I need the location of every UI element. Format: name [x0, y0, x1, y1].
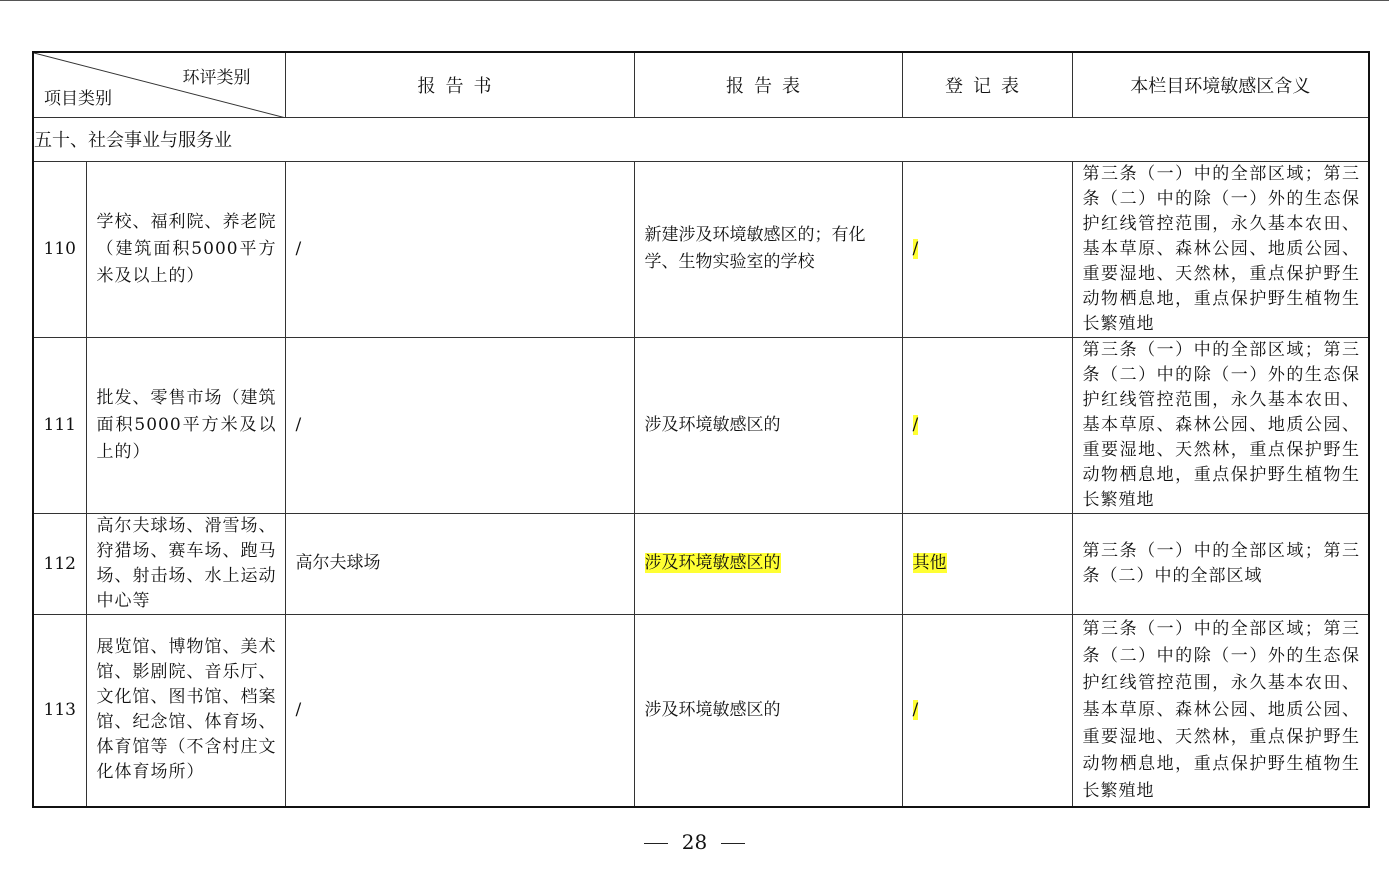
page-number-value: 28	[681, 830, 708, 854]
highlighted-text: /	[912, 414, 919, 435]
header-sensitive-area-meaning: 本栏目环境敏感区含义	[1072, 52, 1369, 117]
corner-header-cell	[33, 52, 285, 117]
sensitive-area-meaning: 第三条（一）中的全部区域；第三条（二）中的除（一）外的生态保护红线管控范围，永久基本农田、基本草原、森林公园、地质公园、重要湿地、天然林，重点保护野生动物栖息地，重点保护野生植物生长繁殖地	[1072, 337, 1369, 513]
corner-label-eia-category: 环评类别	[182, 68, 251, 88]
sensitive-area-meaning: 第三条（一）中的全部区域；第三条（二）中的除（一）外的生态保护红线管控范围，永久基本农田、基本草原、森林公园、地质公园、重要湿地、天然林，重点保护野生动物栖息地，重点保护野生植物生长繁殖地	[1072, 161, 1369, 337]
report-book-cell: /	[285, 161, 634, 337]
highlighted-text: /	[912, 699, 919, 720]
row-number: 110	[33, 161, 86, 337]
report-form-cell: 涉及环境敏感区的	[634, 337, 902, 513]
header-report-form: 报告表	[634, 52, 902, 117]
sensitive-area-meaning: 第三条（一）中的全部区域；第三条（二）中的全部区域	[1072, 513, 1369, 614]
project-category: 批发、零售市场（建筑面积5000平方米及以上的）	[86, 337, 285, 513]
page-dash-left	[644, 843, 668, 844]
section-row	[33, 117, 1369, 161]
report-book-cell: /	[285, 337, 634, 513]
header-register-form: 登记表	[902, 52, 1072, 117]
table-row	[33, 614, 1369, 807]
table-row	[33, 161, 1369, 337]
corner-label-project-category: 项目类别	[44, 88, 112, 109]
header-report-book: 报告书	[285, 52, 634, 117]
top-rule	[0, 0, 1389, 1]
table-row	[33, 513, 1369, 614]
register-cell	[902, 513, 1072, 614]
project-category: 高尔夫球场、滑雪场、狩猎场、赛车场、跑马场、射击场、水上运动中心等	[86, 513, 285, 614]
report-form-cell	[634, 513, 902, 614]
row-number: 111	[33, 337, 86, 513]
highlighted-text: 其他	[912, 553, 947, 573]
report-book-cell: /	[285, 614, 634, 807]
report-form-cell: 涉及环境敏感区的	[634, 614, 902, 807]
sensitive-area-meaning: 第三条（一）中的全部区域；第三条（二）中的除（一）外的生态保护红线管控范围，永久基本农田、基本草原、森林公园、地质公园、重要湿地、天然林，重点保护野生动物栖息地，重点保护野生植物生长繁殖地	[1072, 614, 1369, 807]
register-cell	[902, 337, 1072, 513]
header-row	[33, 52, 1369, 117]
section-title: 五十、社会事业与服务业	[33, 117, 1369, 161]
page-dash-right	[721, 843, 745, 844]
page-number	[0, 830, 1389, 854]
row-number: 112	[33, 513, 86, 614]
row-number: 113	[33, 614, 86, 807]
table-row	[33, 337, 1369, 513]
report-form-cell: 新建涉及环境敏感区的；有化学、生物实验室的学校	[634, 161, 902, 337]
project-category: 展览馆、博物馆、美术馆、影剧院、音乐厅、文化馆、图书馆、档案馆、纪念馆、体育场、体育馆等（不含村庄文化体育场所）	[86, 614, 285, 807]
highlighted-text: 涉及环境敏感区的	[644, 553, 781, 573]
highlighted-text: /	[912, 238, 919, 259]
report-book-cell: 高尔夫球场	[285, 513, 634, 614]
project-category: 学校、福利院、养老院（建筑面积5000平方米及以上的）	[86, 161, 285, 337]
register-cell	[902, 161, 1072, 337]
eia-classification-table	[32, 51, 1370, 808]
register-cell	[902, 614, 1072, 807]
